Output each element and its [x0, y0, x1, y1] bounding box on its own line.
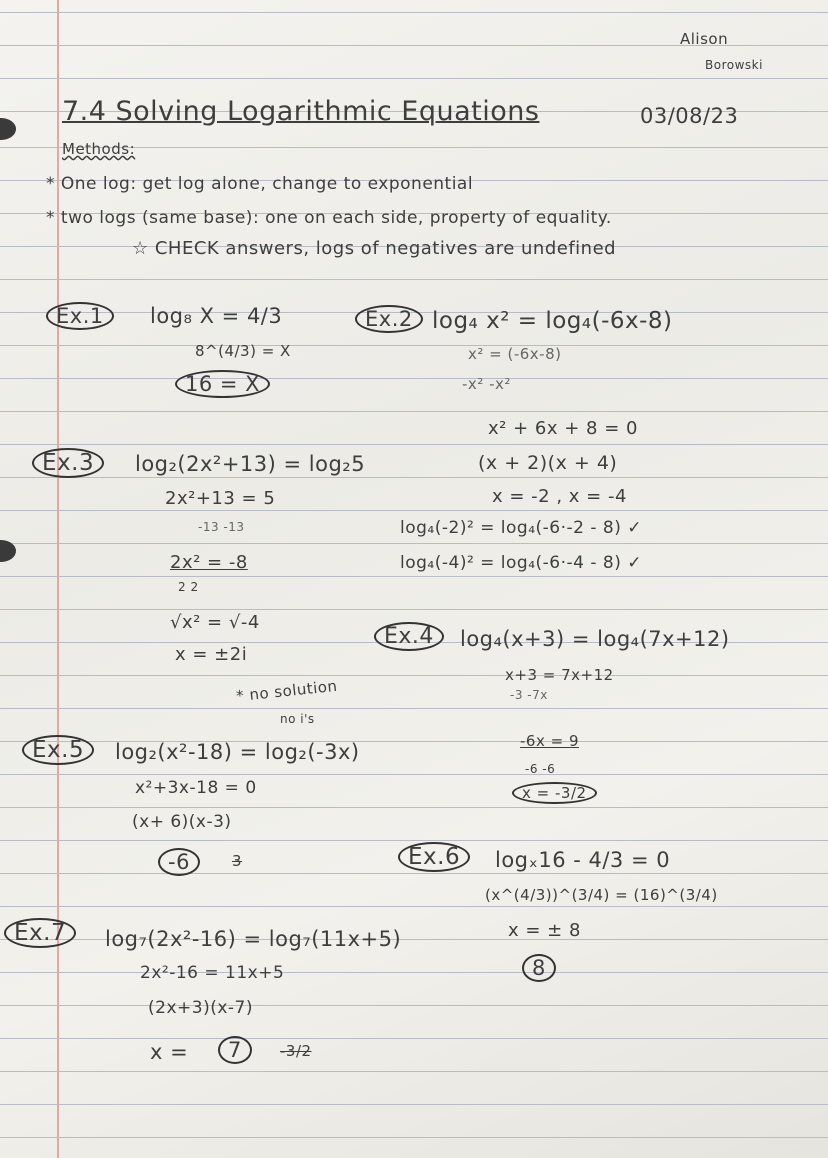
rejected-answer: -3/2 [280, 1042, 312, 1060]
equation: √x² = √-4 [170, 612, 260, 633]
equation: x² + 6x + 8 = 0 [488, 418, 638, 439]
note: no i's [280, 712, 315, 726]
equation: x = ± 8 [508, 920, 581, 941]
page-title: 7.4 Solving Logarithmic Equations [62, 96, 540, 127]
example-label: Ex.1 [46, 302, 114, 330]
author-last-name: Borowski [705, 58, 763, 72]
equation: log₇(2x²-16) = log₇(11x+5) [105, 927, 402, 951]
punch-hole [0, 118, 16, 140]
example-label: Ex.7 [4, 918, 76, 948]
equation: x² = (-6x-8) [468, 345, 562, 363]
equation: (x+ 6)(x-3) [132, 812, 232, 832]
equation: 2x²+13 = 5 [165, 488, 276, 509]
equation: -6 -6 [525, 762, 556, 776]
answer: 16 = X [175, 370, 270, 398]
equation: 2x²-16 = 11x+5 [140, 963, 285, 983]
method-item: * two logs (same base): one on each side, property of equality. [46, 208, 612, 228]
equation: (x^(4/3))^(3/4) = (16)^(3/4) [485, 886, 718, 904]
answer: 8 [522, 954, 556, 982]
equation: x²+3x-18 = 0 [135, 778, 257, 798]
check-line: log₄(-4)² = log₄(-6·-4 - 8) ✓ [400, 553, 643, 573]
example-label: Ex.4 [374, 622, 444, 651]
equation: (2x+3)(x-7) [148, 998, 253, 1018]
equation: -13 -13 [198, 520, 245, 534]
equation: x = ±2i [175, 644, 248, 665]
equation: 2x² = -8 [170, 552, 248, 573]
example-label: Ex.3 [32, 448, 104, 478]
equation: log₄ x² = log₄(-6x-8) [432, 308, 673, 334]
answer: -6 [158, 848, 200, 876]
equation: 2 2 [178, 580, 199, 594]
equation: -3 -7x [510, 688, 548, 702]
example-label: Ex.2 [355, 305, 423, 333]
date: 03/08/23 [640, 104, 739, 128]
note: * no solution [235, 676, 339, 706]
equation: log₈ X = 4/3 [150, 304, 283, 328]
equation: x = -2 , x = -4 [492, 486, 627, 507]
equation: -x² -x² [462, 375, 511, 393]
equation: -6x = 9 [520, 732, 579, 750]
methods-label: Methods: [62, 140, 136, 158]
check-line: log₄(-2)² = log₄(-6·-2 - 8) ✓ [400, 518, 643, 538]
equation: log₄(x+3) = log₄(7x+12) [460, 627, 730, 651]
equation: log₂(x²-18) = log₂(-3x) [115, 740, 360, 764]
answer: 7 [218, 1036, 252, 1064]
author-first-name: Alison [680, 30, 729, 48]
equation: logₓ16 - 4/3 = 0 [495, 848, 671, 872]
example-label: Ex.6 [398, 842, 470, 872]
equation: (x + 2)(x + 4) [478, 452, 618, 474]
equation: x = [150, 1040, 189, 1064]
rejected-answer: 3 [232, 852, 243, 870]
answer: x = -3/2 [512, 782, 597, 804]
equation: log₂(2x²+13) = log₂5 [135, 452, 366, 476]
example-label: Ex.5 [22, 735, 94, 765]
method-item: * One log: get log alone, change to exponential [46, 174, 474, 194]
equation: 8^(4/3) = X [195, 342, 291, 360]
equation: x+3 = 7x+12 [505, 666, 614, 684]
method-item: ☆ CHECK answers, logs of negatives are undefined [132, 238, 617, 259]
punch-hole [0, 540, 16, 562]
